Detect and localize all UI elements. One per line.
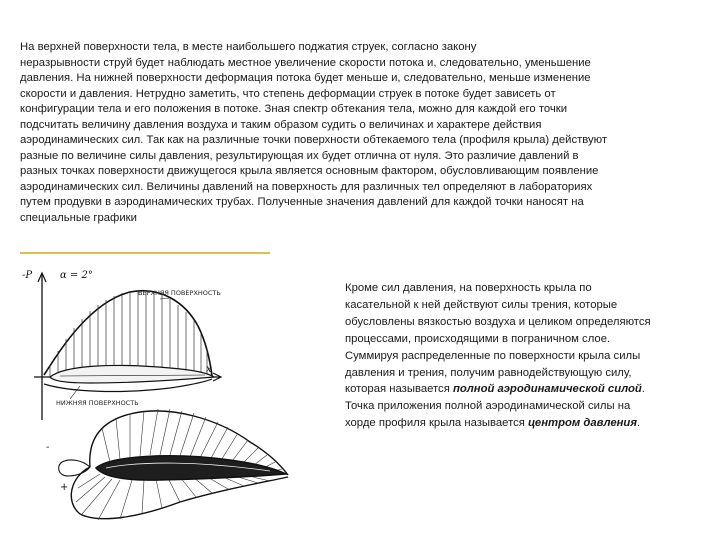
airfoil-section	[96, 456, 286, 480]
airfoil-profile	[50, 365, 214, 383]
top-line: На верхней поверхности тела, в месте наибольшего поджатия струек, согласно закону	[20, 41, 477, 53]
plus-sign-label: +	[60, 482, 69, 493]
top-line: подсчитать величину давления воздуха и таким образом судить о величинах и характере действия	[20, 118, 542, 131]
right-line: давления и трения, получим равнодействующую силу,	[345, 366, 632, 379]
top-line: разных точках поверхности движущегося крыла является основным фактором, обусловливающим появление	[20, 165, 599, 177]
pressure-distribution-figure	[20, 262, 330, 532]
leading-edge-envelope	[59, 460, 90, 476]
right-line-text: хорде профиля крыла называется	[345, 417, 529, 430]
lower-surface-label: НИЖНЯЯ ПОВЕРХНОСТЬ	[56, 399, 139, 407]
top-line: конфигурации тела и его положения в потоке. Зная спектр обтекания тела, можно для каждой его точки	[20, 103, 568, 115]
top-line: неразрывности струй будет наблюдать местное увеличение скорости потока и, следовательно, уменьшение	[20, 56, 591, 69]
right-line: касательной к ней действуют силы трения, которые	[345, 298, 618, 311]
right-line: процессами, происходящими в пограничном слое.	[345, 332, 611, 345]
right-line: Кроме сил давления, на поверхность крыла по	[345, 282, 592, 294]
term-center-of-pressure: центром давления	[528, 417, 637, 430]
divider-rule	[20, 252, 270, 254]
minus-sign-label: -	[46, 442, 50, 453]
top-line: разные по величине силы давления, результирующая их будет отлична от нуля. Это различие давлений в	[20, 149, 579, 162]
right-line-text: .	[641, 383, 645, 396]
upper-surface-label: ВЕРХНЯЯ ПОВЕРХНОСТЬ	[138, 289, 221, 297]
top-paragraph	[20, 40, 692, 226]
top-line: аэродинамических сил. Так как на различные точки поверхности обтекаемого тела (профиля крыла) действуют	[20, 134, 608, 146]
right-line: Суммируя распределенные по поверхности крыла силы	[345, 349, 641, 362]
top-line: аэродинамических сил. Величины давлений на поверхность для различных тел определяют в лабораториях	[20, 180, 593, 193]
top-line: путем продувки в аэродинамических трубах. Полученные значения давлений для каждой точки наносят на	[20, 196, 584, 208]
right-line: Точка приложения полной аэродинамической силы на	[345, 400, 631, 413]
right-paragraph	[345, 280, 705, 432]
right-line-text: которая называется	[345, 383, 453, 396]
x-axis-label: x	[206, 364, 212, 375]
top-line: давления. На нижней поверхности деформация потока будет меньше и, следовательно, меньше изменение	[20, 72, 591, 84]
right-line-text: .	[637, 417, 641, 430]
right-line	[345, 415, 705, 432]
alpha-label: α = 2°	[60, 270, 93, 281]
polar-pressure-diagram	[59, 409, 288, 520]
top-line: скорости и давления. Нетрудно заметить, что степень деформации струек в потоке будет зависеть от	[20, 87, 556, 100]
upper-pressure-curve	[44, 291, 212, 376]
right-line	[345, 381, 705, 398]
top-line: специальные графики	[20, 211, 137, 224]
term-full-aerodynamic-force: полной аэродинамической силой	[452, 383, 642, 396]
y-axis-label: -P	[22, 270, 33, 281]
right-line: обусловлены вязкостью воздуха и целиком определяются	[345, 315, 651, 328]
